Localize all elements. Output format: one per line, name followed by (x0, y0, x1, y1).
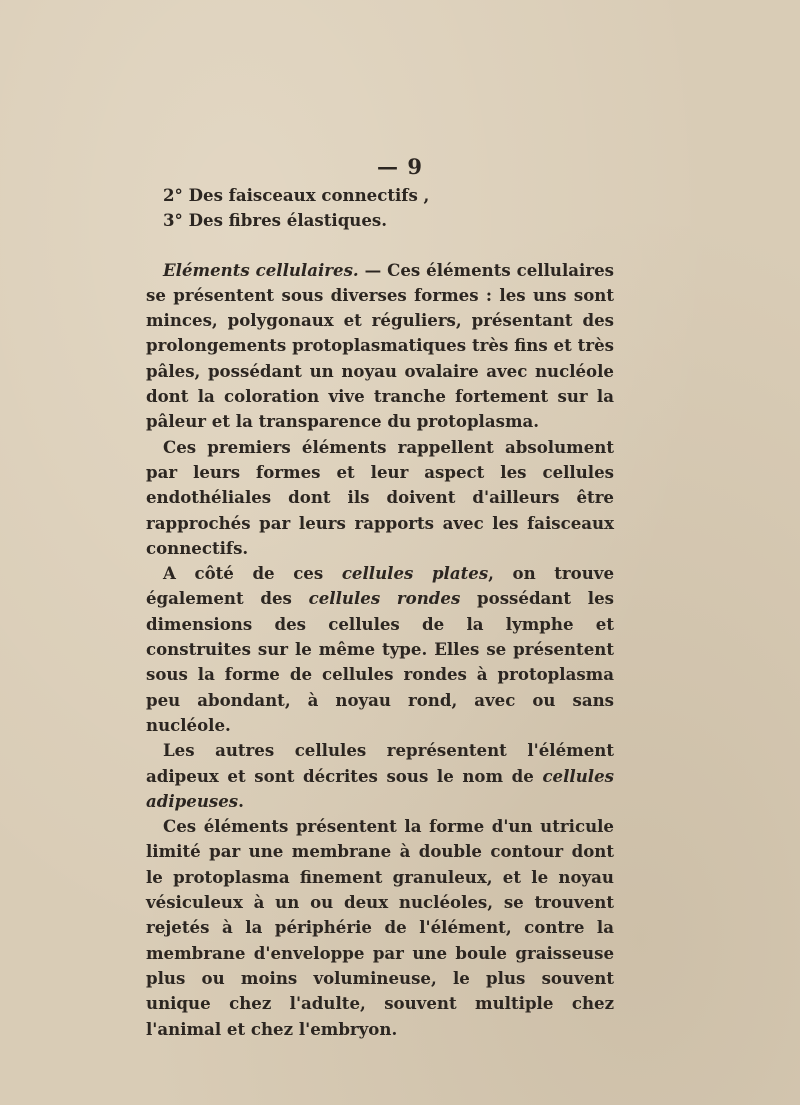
page-number: — 9 (377, 154, 423, 179)
paragraph-text: , on trouve également des (146, 563, 615, 609)
paragraph-text: Ces premiers éléments rappellent absolument par leurs formes et leur aspect les cellules endothéliales dont ils doivent d'ailleurs être rapprochés par leurs rapports avec les faisceaux connectifs. (146, 436, 614, 558)
section-gap (146, 234, 614, 258)
list-item-faisceaux: 2° Des faisceaux connectifs , (163, 185, 430, 205)
paragraph-utricule (146, 814, 614, 1042)
paragraph-text: Ces éléments présentent la forme d'un utricule limité par une membrane à double contour dont le protoplasma finement granuleux, et le noyau vésiculeux à un ou deux nucléoles, se trouvent rejetés à la périphérie de l'élément, contre la membrane d'enveloppe par une boule graisseuse plus ou moins volumineuse, le plus souvent unique chez l'adulte, souvent multiple chez l'animal et chez l'embryon. (146, 816, 614, 1039)
paragraph-premiers-elements (146, 435, 614, 561)
emphasis-cellules-rondes: cellules rondes (308, 588, 461, 609)
list-item-fibres: 3° Des fibres élastiques. (163, 210, 388, 231)
emphasis-cellules-plates: cellules plates (341, 563, 489, 584)
paragraph-text: Ces éléments cellulaires se présentent sous diverses formes : les uns sont minces, polygonaux et réguliers, présentant des prolongements protoplasmatiques très fins et très pâles, possédant un noyau ovalaire avec nucléole dont la coloration vive tranche fortement sur la pâleur et la transparence du protoplasma. (146, 259, 614, 432)
paragraph-text: A côté de ces (163, 563, 342, 584)
paragraph-text: . (238, 790, 244, 811)
paragraph-text: Les autres cellules représentent l'élément adipeux et sont décrites sous le nom de (146, 740, 614, 786)
heading-dash: — (358, 259, 388, 280)
paragraph-adipeux (146, 738, 614, 814)
paragraph-cellules-rondes (146, 561, 614, 738)
paragraph-elements-cellulaires (146, 258, 614, 435)
section-heading: Eléments cellulaires. (163, 259, 359, 280)
body-text (146, 183, 614, 1042)
paragraph-text: possédant les dimensions des cellules de la lymphe et construites sur le même type. Elles se présentent sous la forme de cellules rondes à protoplasma peu abondant, à noyau rond, avec ou sans nucléole. (146, 588, 614, 735)
emphasis-cellules-adipeuses: cellules adipeuses (146, 765, 614, 811)
